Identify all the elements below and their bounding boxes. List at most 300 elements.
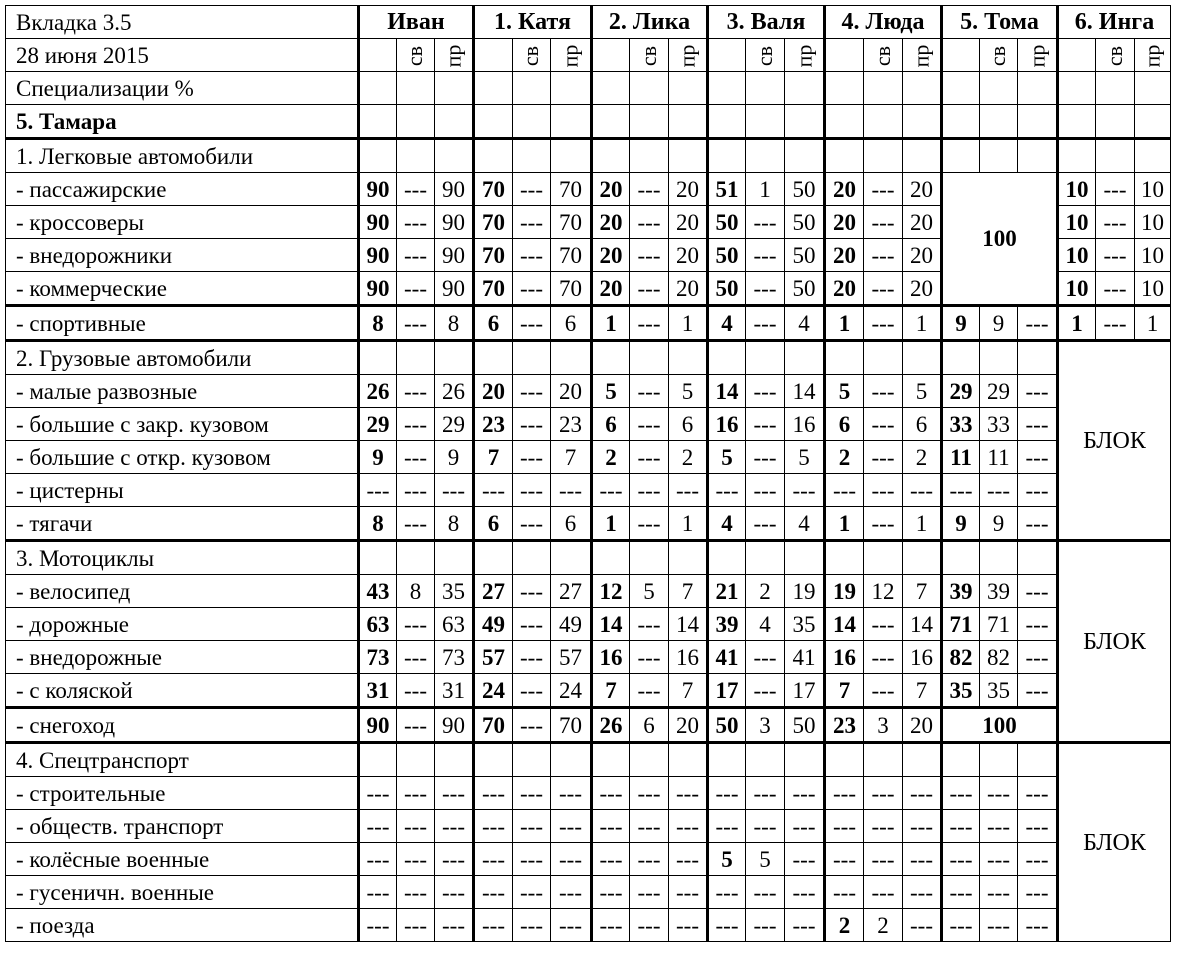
value-cell: 21 xyxy=(708,575,746,608)
value-cell xyxy=(1058,72,1096,105)
value-cell: 23 xyxy=(825,708,864,743)
value-cell: --- xyxy=(397,708,435,743)
row-label: 1. Легковые автомобили xyxy=(6,139,359,173)
table-row xyxy=(6,641,1171,674)
value-cell: --- xyxy=(474,843,513,876)
row-label: - цистерны xyxy=(6,474,359,507)
value-cell xyxy=(785,72,825,105)
subheader-cell xyxy=(942,39,980,72)
value-cell: 35 xyxy=(980,674,1018,708)
value-cell: --- xyxy=(513,474,551,507)
row-label: - обществ. транспорт xyxy=(6,810,359,843)
value-cell xyxy=(980,743,1018,777)
value-cell: --- xyxy=(630,810,669,843)
value-cell: --- xyxy=(980,474,1018,507)
value-cell xyxy=(825,139,864,173)
value-cell: --- xyxy=(397,608,435,641)
value-cell: --- xyxy=(746,909,785,942)
value-cell: 14 xyxy=(592,608,630,641)
value-cell: 33 xyxy=(942,408,980,441)
table-row xyxy=(6,541,1171,575)
value-cell: 50 xyxy=(785,239,825,272)
value-cell: --- xyxy=(551,876,592,909)
subheader-sv: св xyxy=(402,45,428,66)
value-cell: --- xyxy=(864,641,903,674)
value-cell: 20 xyxy=(903,206,942,239)
value-cell: 6 xyxy=(630,708,669,743)
value-cell: --- xyxy=(1018,876,1058,909)
value-cell: 6 xyxy=(825,408,864,441)
value-cell: 20 xyxy=(669,173,708,206)
value-cell: 16 xyxy=(903,641,942,674)
value-cell: --- xyxy=(864,777,903,810)
table-row xyxy=(6,306,1171,341)
value-cell: 14 xyxy=(785,375,825,408)
row-label: - дорожные xyxy=(6,608,359,641)
value-cell: --- xyxy=(513,239,551,272)
value-cell: 29 xyxy=(435,408,474,441)
value-cell: 50 xyxy=(708,272,746,306)
value-cell: 35 xyxy=(435,575,474,608)
value-cell: --- xyxy=(551,810,592,843)
value-cell: 17 xyxy=(708,674,746,708)
value-cell: --- xyxy=(513,375,551,408)
value-cell xyxy=(474,139,513,173)
value-cell: 20 xyxy=(592,173,630,206)
value-cell: 14 xyxy=(708,375,746,408)
value-cell xyxy=(1018,341,1058,375)
value-cell xyxy=(708,743,746,777)
value-cell: 10 xyxy=(1135,272,1171,306)
value-cell: --- xyxy=(630,507,669,541)
value-cell xyxy=(669,139,708,173)
value-cell: 6 xyxy=(903,408,942,441)
value-cell xyxy=(630,541,669,575)
value-cell: --- xyxy=(630,272,669,306)
value-cell: 4 xyxy=(746,608,785,641)
value-cell: 27 xyxy=(551,575,592,608)
value-cell xyxy=(513,72,551,105)
value-cell: 26 xyxy=(592,708,630,743)
value-cell: --- xyxy=(903,474,942,507)
value-cell: --- xyxy=(785,909,825,942)
value-cell: 7 xyxy=(474,441,513,474)
value-cell xyxy=(942,139,980,173)
value-cell: 16 xyxy=(592,641,630,674)
value-cell: 7 xyxy=(669,575,708,608)
row-label: - малые развозные xyxy=(6,375,359,408)
value-cell xyxy=(435,139,474,173)
value-cell: 11 xyxy=(942,441,980,474)
specialization-table xyxy=(5,5,1171,942)
value-cell: 16 xyxy=(708,408,746,441)
value-cell: --- xyxy=(708,777,746,810)
value-cell xyxy=(825,341,864,375)
value-cell xyxy=(397,139,435,173)
value-cell: --- xyxy=(630,173,669,206)
value-cell xyxy=(630,341,669,375)
value-cell: --- xyxy=(513,876,551,909)
value-cell xyxy=(825,72,864,105)
value-cell: 73 xyxy=(359,641,397,674)
row-label: - поезда xyxy=(6,909,359,942)
value-cell xyxy=(1135,105,1171,139)
value-cell: --- xyxy=(864,843,903,876)
value-cell: 90 xyxy=(435,239,474,272)
value-cell: --- xyxy=(746,272,785,306)
value-cell: --- xyxy=(359,909,397,942)
subheader-pr: пр xyxy=(1024,44,1049,67)
subheader-cell xyxy=(864,39,903,72)
value-cell: 6 xyxy=(551,507,592,541)
value-cell xyxy=(864,341,903,375)
value-cell xyxy=(746,743,785,777)
value-cell xyxy=(864,72,903,105)
subheader-cell xyxy=(1018,39,1058,72)
value-cell: --- xyxy=(825,876,864,909)
subheader-cell xyxy=(785,39,825,72)
value-cell: 8 xyxy=(359,306,397,341)
value-cell: 20 xyxy=(825,173,864,206)
value-cell: --- xyxy=(708,810,746,843)
value-cell: --- xyxy=(513,206,551,239)
value-cell xyxy=(359,139,397,173)
value-cell: 20 xyxy=(669,239,708,272)
value-cell: --- xyxy=(630,608,669,641)
value-cell: 90 xyxy=(435,708,474,743)
value-cell: --- xyxy=(630,239,669,272)
value-cell: --- xyxy=(864,441,903,474)
value-cell: --- xyxy=(864,173,903,206)
value-cell: 70 xyxy=(474,173,513,206)
value-cell: 20 xyxy=(903,173,942,206)
value-cell: --- xyxy=(435,909,474,942)
value-cell xyxy=(903,139,942,173)
value-cell: --- xyxy=(513,306,551,341)
value-cell xyxy=(746,72,785,105)
value-cell: 41 xyxy=(785,641,825,674)
value-cell: --- xyxy=(513,272,551,306)
value-cell: 4 xyxy=(785,306,825,341)
value-cell xyxy=(980,72,1018,105)
value-cell: 17 xyxy=(785,674,825,708)
table-row xyxy=(6,72,1171,105)
value-cell xyxy=(397,743,435,777)
value-cell: --- xyxy=(825,474,864,507)
value-cell: 1 xyxy=(903,306,942,341)
value-cell: --- xyxy=(1018,575,1058,608)
value-cell xyxy=(1018,743,1058,777)
value-cell: 26 xyxy=(435,375,474,408)
value-cell xyxy=(942,72,980,105)
value-cell: 90 xyxy=(359,272,397,306)
value-cell: --- xyxy=(708,876,746,909)
blok-cell: БЛОК xyxy=(1058,743,1171,942)
value-cell: --- xyxy=(630,876,669,909)
value-cell xyxy=(359,743,397,777)
value-cell: --- xyxy=(1018,777,1058,810)
value-cell: --- xyxy=(1096,306,1135,341)
value-cell: 1 xyxy=(592,306,630,341)
value-cell: 8 xyxy=(397,575,435,608)
value-cell xyxy=(397,541,435,575)
value-cell: 90 xyxy=(435,206,474,239)
value-cell: --- xyxy=(864,810,903,843)
value-cell: --- xyxy=(397,843,435,876)
value-cell: --- xyxy=(1018,306,1058,341)
value-cell xyxy=(1135,72,1171,105)
value-cell: --- xyxy=(746,239,785,272)
value-cell: 10 xyxy=(1058,206,1096,239)
value-cell xyxy=(903,541,942,575)
value-cell: 35 xyxy=(942,674,980,708)
row-label: - спортивные xyxy=(6,306,359,341)
table-row xyxy=(6,341,1171,375)
row-label: 5. Тамара xyxy=(6,105,359,139)
group-header-ivan: Иван xyxy=(359,6,474,39)
value-cell: --- xyxy=(513,843,551,876)
value-cell xyxy=(903,743,942,777)
row-label: - велосипед xyxy=(6,575,359,608)
group-header-inga: 6. Инга xyxy=(1058,6,1171,39)
value-cell: --- xyxy=(746,375,785,408)
value-cell: 24 xyxy=(474,674,513,708)
value-cell: --- xyxy=(708,474,746,507)
value-cell: 6 xyxy=(592,408,630,441)
value-cell: --- xyxy=(942,777,980,810)
value-cell: 35 xyxy=(785,608,825,641)
value-cell: 3 xyxy=(864,708,903,743)
value-cell: --- xyxy=(746,408,785,441)
table-row xyxy=(6,575,1171,608)
value-cell: --- xyxy=(669,474,708,507)
subheader-cell xyxy=(592,39,630,72)
value-cell: 2 xyxy=(825,441,864,474)
value-cell: --- xyxy=(397,777,435,810)
value-cell: 23 xyxy=(474,408,513,441)
value-cell: 1 xyxy=(592,507,630,541)
value-cell: --- xyxy=(592,843,630,876)
value-cell: --- xyxy=(630,777,669,810)
value-cell: --- xyxy=(864,375,903,408)
value-cell: --- xyxy=(864,408,903,441)
value-cell: 70 xyxy=(551,239,592,272)
value-cell: 1 xyxy=(825,507,864,541)
subheader-sv: св xyxy=(870,45,895,66)
subheader-cell xyxy=(825,39,864,72)
value-cell: --- xyxy=(630,674,669,708)
value-cell: --- xyxy=(435,474,474,507)
value-cell: 5 xyxy=(785,441,825,474)
value-cell: --- xyxy=(630,474,669,507)
subheader-cell xyxy=(435,39,474,72)
value-cell: 5 xyxy=(708,843,746,876)
value-cell: --- xyxy=(825,777,864,810)
value-cell: 90 xyxy=(359,206,397,239)
value-cell xyxy=(630,139,669,173)
value-cell: 2 xyxy=(825,909,864,942)
value-cell: --- xyxy=(1096,173,1135,206)
subheader-sv: св xyxy=(1102,45,1127,66)
value-cell xyxy=(708,105,746,139)
table-row xyxy=(6,441,1171,474)
row-label: - пассажирские xyxy=(6,173,359,206)
value-cell: 90 xyxy=(359,708,397,743)
value-cell xyxy=(435,72,474,105)
value-cell: 9 xyxy=(942,507,980,541)
value-cell: --- xyxy=(435,810,474,843)
value-cell: 10 xyxy=(1135,239,1171,272)
value-cell: 24 xyxy=(551,674,592,708)
value-cell xyxy=(785,139,825,173)
value-cell: --- xyxy=(397,239,435,272)
value-cell: 1 xyxy=(669,507,708,541)
table-row xyxy=(6,708,1171,743)
value-cell: 23 xyxy=(551,408,592,441)
table-row xyxy=(6,810,1171,843)
value-cell: --- xyxy=(1018,843,1058,876)
value-cell: --- xyxy=(397,674,435,708)
value-cell: --- xyxy=(669,843,708,876)
value-cell xyxy=(825,743,864,777)
value-cell xyxy=(359,105,397,139)
value-cell: --- xyxy=(903,810,942,843)
row-label: - внедорожные xyxy=(6,641,359,674)
value-cell: --- xyxy=(513,810,551,843)
value-cell: --- xyxy=(669,876,708,909)
value-cell xyxy=(1018,105,1058,139)
value-cell: --- xyxy=(746,206,785,239)
value-cell: --- xyxy=(513,441,551,474)
value-cell xyxy=(669,541,708,575)
value-cell: 10 xyxy=(1058,173,1096,206)
value-cell: --- xyxy=(592,777,630,810)
value-cell xyxy=(864,743,903,777)
value-cell xyxy=(825,105,864,139)
value-cell: 20 xyxy=(592,239,630,272)
value-cell: 20 xyxy=(825,272,864,306)
value-cell xyxy=(513,139,551,173)
value-cell xyxy=(513,105,551,139)
value-cell: 49 xyxy=(474,608,513,641)
value-cell: --- xyxy=(1018,441,1058,474)
row-label: 2. Грузовые автомобили xyxy=(6,341,359,375)
value-cell: --- xyxy=(1096,239,1135,272)
value-cell: 26 xyxy=(359,375,397,408)
value-cell xyxy=(397,341,435,375)
value-cell xyxy=(980,105,1018,139)
value-cell: --- xyxy=(513,575,551,608)
value-cell xyxy=(864,139,903,173)
value-cell: --- xyxy=(746,474,785,507)
value-cell: --- xyxy=(513,608,551,641)
subheader-sv: св xyxy=(985,45,1011,66)
value-cell: --- xyxy=(551,777,592,810)
value-cell: 71 xyxy=(942,608,980,641)
value-cell xyxy=(785,341,825,375)
value-cell xyxy=(551,105,592,139)
value-cell: 39 xyxy=(708,608,746,641)
value-cell xyxy=(592,541,630,575)
value-cell xyxy=(513,341,551,375)
value-cell xyxy=(1018,72,1058,105)
value-cell xyxy=(359,341,397,375)
subheader-cell xyxy=(903,39,942,72)
value-cell xyxy=(1058,139,1096,173)
value-cell: --- xyxy=(864,608,903,641)
value-cell: --- xyxy=(397,507,435,541)
value-cell: 70 xyxy=(551,173,592,206)
subheader-cell xyxy=(513,39,551,72)
subheader-cell xyxy=(397,39,435,72)
value-cell: 82 xyxy=(980,641,1018,674)
value-cell: 70 xyxy=(551,708,592,743)
value-cell: --- xyxy=(474,777,513,810)
value-cell: --- xyxy=(1018,474,1058,507)
value-cell xyxy=(1096,139,1135,173)
value-cell xyxy=(708,139,746,173)
value-cell: --- xyxy=(864,239,903,272)
row-label: - большие с закр. кузовом xyxy=(6,408,359,441)
value-cell: --- xyxy=(708,909,746,942)
value-cell: 12 xyxy=(592,575,630,608)
row-label: - колёсные военные xyxy=(6,843,359,876)
value-cell: --- xyxy=(903,777,942,810)
value-cell: --- xyxy=(592,876,630,909)
value-cell: 7 xyxy=(903,575,942,608)
value-cell: --- xyxy=(359,843,397,876)
value-cell: --- xyxy=(942,843,980,876)
value-cell: --- xyxy=(359,810,397,843)
value-cell: --- xyxy=(397,474,435,507)
value-cell: --- xyxy=(980,843,1018,876)
value-cell: 9 xyxy=(435,441,474,474)
value-cell: --- xyxy=(630,408,669,441)
value-cell: --- xyxy=(785,843,825,876)
value-cell: --- xyxy=(397,441,435,474)
value-cell: 2 xyxy=(669,441,708,474)
value-cell: 5 xyxy=(825,375,864,408)
value-cell: 50 xyxy=(785,206,825,239)
value-cell: --- xyxy=(359,474,397,507)
value-cell xyxy=(942,105,980,139)
group-header-katya: 1. Катя xyxy=(474,6,592,39)
value-cell: --- xyxy=(980,876,1018,909)
value-cell: --- xyxy=(746,777,785,810)
value-cell: 16 xyxy=(785,408,825,441)
value-cell: 1 xyxy=(1135,306,1171,341)
value-cell: --- xyxy=(513,507,551,541)
value-cell: 50 xyxy=(785,173,825,206)
table-row xyxy=(6,608,1171,641)
value-cell: 12 xyxy=(864,575,903,608)
table-row xyxy=(6,408,1171,441)
value-cell: 1 xyxy=(669,306,708,341)
value-cell xyxy=(785,541,825,575)
value-cell: 6 xyxy=(474,306,513,341)
value-cell xyxy=(435,341,474,375)
subheader-sv: св xyxy=(752,45,777,66)
value-cell: 20 xyxy=(825,206,864,239)
value-cell: --- xyxy=(903,876,942,909)
value-cell: --- xyxy=(474,810,513,843)
value-cell xyxy=(746,341,785,375)
value-cell: --- xyxy=(1018,674,1058,708)
value-cell xyxy=(746,105,785,139)
value-cell xyxy=(1058,105,1096,139)
row-label: - снегоход xyxy=(6,708,359,743)
value-cell xyxy=(903,105,942,139)
